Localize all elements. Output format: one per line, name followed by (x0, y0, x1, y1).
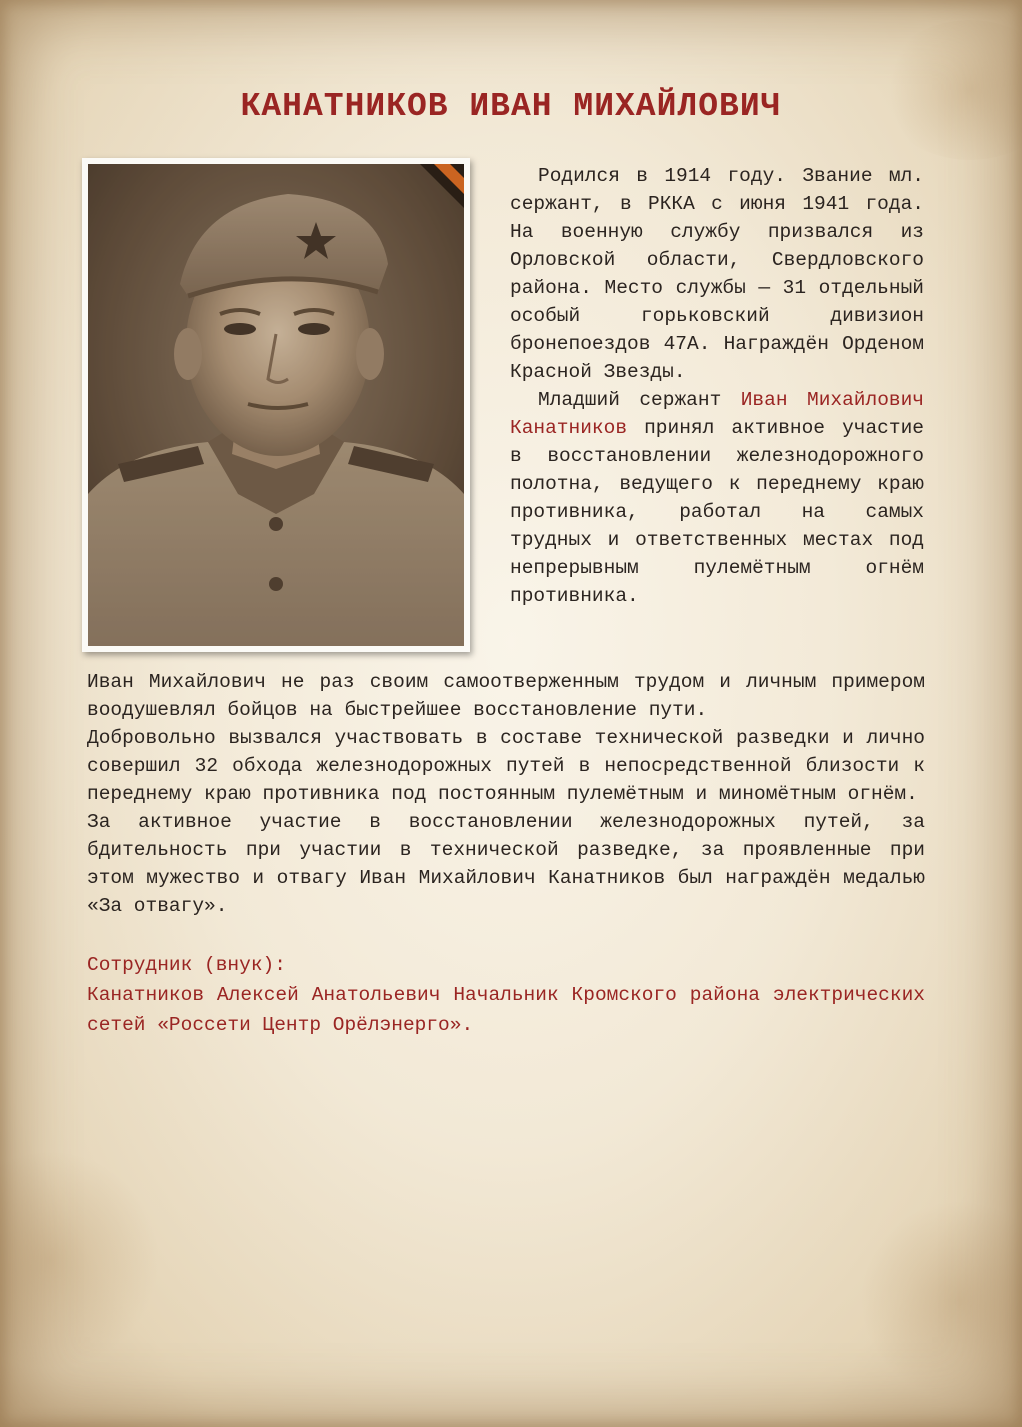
portrait-photo (88, 164, 464, 646)
bio-column-full (87, 668, 925, 920)
bio-paragraph-5: За активное участие в восстановлении железнодорожных путей, за бдительность при участии в технической разведке, за проявленные при этом мужество и отвагу Иван Михайлович Канатников был награждён медалью «За отвагу». (87, 811, 925, 917)
paper-stain (860, 1200, 1022, 1400)
paper-stain (0, 1150, 160, 1370)
bio-paragraph-3: Иван Михайлович не раз своим самоотверженным трудом и личным примером воодушевлял бойцов на быстрейшее восстановление пути. (87, 671, 925, 721)
photo-frame (82, 158, 470, 652)
relative-label: Сотрудник (внук): (87, 954, 286, 976)
bio-paragraph-2-end: принял активное участие в восстановлении железнодорожного полотна, ведущего к переднему краю противника, работал на самых трудных и ответственных местах под непрерывным пулемётным огнём противника. (510, 417, 924, 607)
hero-name-highlight: Иван Михайлович Канатников (510, 389, 925, 439)
bio-paragraph-2-start: Младший сержант (538, 389, 741, 411)
bio-paragraph-2 (510, 386, 924, 610)
bio-paragraph-1: Родился в 1914 году. Звание мл. сержант, в РККА с июня 1941 года. На военную службу призвался из Орловской области, Свердловского района. Место службы — 31 отдельный особый горьковский дивизион бронепоездов 47А. Награждён Орденом Красной Звезды. (510, 165, 924, 383)
bio-column-right (510, 162, 924, 610)
relative-block (87, 950, 925, 1040)
relative-text: Канатников Алексей Анатольевич Начальник Кромского района электрических сетей «Россети Центр Орёлэнерго». (87, 984, 925, 1036)
page-title: КАНАТНИКОВ ИВАН МИХАЙЛОВИЧ (240, 88, 782, 125)
bio-paragraph-4: Добровольно вызвался участвовать в составе технической разведки и лично совершил 32 обхода железнодорожных путей в непосредственной близости к переднему краю противника под постоянным пулемётным и миномётным огнём. (87, 727, 925, 805)
